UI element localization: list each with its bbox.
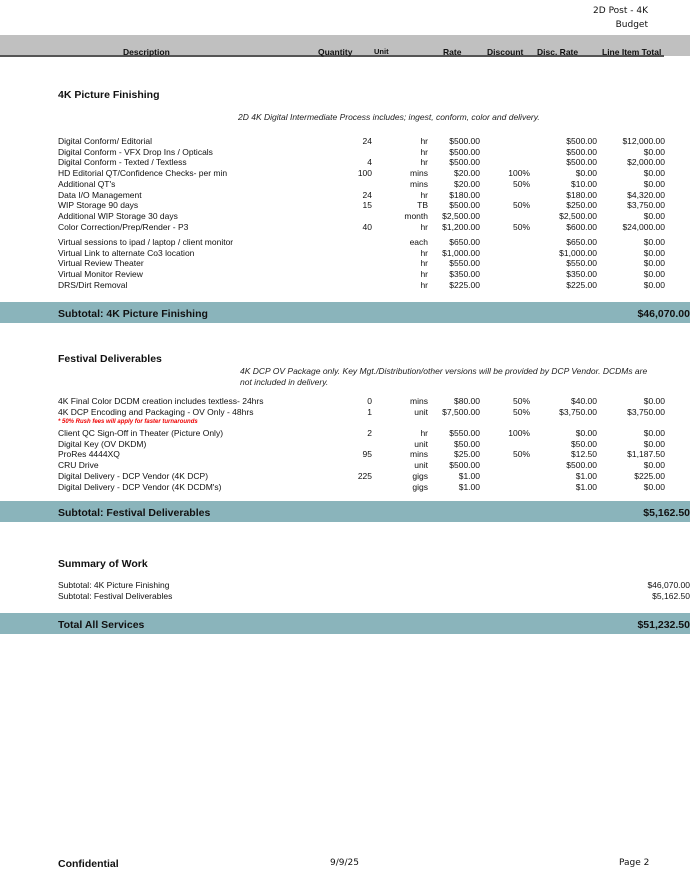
cell-line-total: $0.00 (643, 210, 665, 221)
cell-line-total: $0.00 (643, 269, 665, 280)
cell-disc-rate: $1.00 (575, 470, 597, 481)
cell-quantity: 4 (367, 157, 372, 168)
cell-line-total: $0.00 (643, 438, 665, 449)
subtotal-band (0, 501, 690, 522)
cell-line-total: $3,750.00 (627, 200, 665, 211)
section-title: Festival Deliverables (58, 353, 162, 365)
cell-description: Digital Delivery - DCP Vendor (4K DCP) (58, 470, 209, 481)
line-item-row (0, 248, 690, 259)
cell-disc-rate: $40.00 (571, 396, 597, 406)
cell-disc-rate: $10.00 (571, 178, 597, 189)
col-rate: Rate (443, 47, 462, 57)
cell-rate: $2,500.00 (442, 210, 480, 221)
cell-description: Digital Conform - VFX Drop Ins / Opticals (58, 146, 213, 157)
cell-unit: each (409, 237, 428, 247)
cell-disc-rate: $1.00 (575, 481, 597, 492)
cell-unit: mins (410, 178, 428, 189)
cell-quantity: 40 (362, 221, 372, 232)
cell-unit: hr (420, 258, 428, 269)
line-item-row (0, 439, 690, 450)
cell-quantity: 15 (362, 200, 372, 211)
cell-unit: mins (410, 449, 428, 460)
cell-discount: 50% (512, 396, 530, 406)
footer-confidential: Confidential (58, 858, 119, 870)
cell-line-total: $0.00 (643, 460, 665, 471)
cell-line-total: $3,750.00 (627, 406, 665, 417)
cell-line-total: $0.00 (643, 247, 665, 258)
subtotal-value: $5,162.50 (643, 507, 690, 519)
subtotal-label: Subtotal: Festival Deliverables (58, 507, 211, 519)
cell-rate: $500.00 (449, 157, 480, 168)
col-quantity: Quantity (318, 47, 353, 57)
cell-disc-rate: $500.00 (566, 146, 597, 157)
line-item-row (0, 460, 690, 471)
line-item-row (0, 168, 690, 179)
line-item-row (0, 237, 690, 248)
summary-label: Subtotal: 4K Picture Finishing (58, 580, 170, 590)
cell-disc-rate: $650.00 (566, 237, 597, 247)
cell-line-total: $225.00 (634, 470, 665, 481)
cell-line-total: $0.00 (643, 146, 665, 157)
total-value: $51,232.50 (637, 619, 690, 631)
cell-line-total: $0.00 (643, 168, 665, 179)
summary-value: $5,162.50 (652, 591, 690, 601)
cell-disc-rate: $500.00 (566, 460, 597, 471)
section-title: 4K Picture Finishing (58, 89, 160, 101)
cell-unit: mins (410, 168, 428, 179)
line-item-row (0, 428, 690, 439)
cell-rate: $180.00 (449, 189, 480, 200)
cell-line-total: $0.00 (643, 178, 665, 189)
doc-title-line: 2D Post - 4K (593, 6, 648, 16)
cell-discount: 100% (508, 428, 530, 438)
cell-rate: $500.00 (449, 200, 480, 211)
cell-rate: $225.00 (449, 279, 480, 290)
cell-description: Data I/O Management (58, 189, 142, 200)
footer-page: Page 2 (619, 858, 650, 868)
cell-line-total: $0.00 (643, 237, 665, 247)
cell-rate: $500.00 (449, 146, 480, 157)
cell-disc-rate: $500.00 (566, 157, 597, 168)
line-item-row (0, 190, 690, 201)
cell-rate: $20.00 (454, 168, 480, 179)
section-note: 2D 4K Digital Intermediate Process includes; ingest, conform, color and delivery. (238, 112, 540, 122)
cell-disc-rate: $600.00 (566, 221, 597, 232)
cell-unit: hr (420, 279, 428, 290)
cell-line-total: $0.00 (643, 279, 665, 290)
cell-description: Additional WIP Storage 30 days (58, 210, 178, 221)
cell-line-total: $0.00 (643, 396, 665, 406)
summary-label: Subtotal: Festival Deliverables (58, 591, 173, 601)
subtotal-value: $46,070.00 (637, 308, 690, 320)
line-item-row (0, 200, 690, 211)
cell-description: ProRes 4444XQ (58, 449, 120, 460)
cell-unit: hr (420, 221, 428, 232)
cell-disc-rate: $250.00 (566, 200, 597, 211)
cell-description: Virtual Link to alternate Co3 location (58, 247, 195, 258)
document-title (528, 4, 648, 32)
cell-unit: unit (414, 460, 428, 471)
cell-unit: month (404, 210, 428, 221)
summary-row (0, 591, 690, 602)
cell-quantity: 0 (367, 396, 372, 406)
doc-title-line: Budget (615, 20, 648, 30)
cell-rate: $1.00 (458, 481, 480, 492)
cell-line-total: $2,000.00 (627, 157, 665, 168)
cell-description: WIP Storage 90 days (58, 200, 139, 211)
cell-unit: hr (420, 136, 428, 146)
cell-unit: hr (420, 189, 428, 200)
cell-unit: unit (414, 438, 428, 449)
cell-description: Virtual Review Theater (58, 258, 144, 269)
cell-rate: $350.00 (449, 269, 480, 280)
line-item-row (0, 157, 690, 168)
cell-description: Additional QT's (58, 178, 116, 189)
cell-rate: $25.00 (454, 449, 480, 460)
cell-description: Digital Delivery - DCP Vendor (4K DCDM's) (58, 481, 222, 492)
cell-description: Digital Conform - Texted / Textless (58, 157, 187, 168)
line-item-row (0, 269, 690, 280)
cell-description: Color Correction/Prep/Render - P3 (58, 221, 189, 232)
col-description: Description (123, 47, 170, 57)
line-item-row (0, 471, 690, 482)
cell-quantity: 24 (362, 136, 372, 146)
cell-disc-rate: $2,500.00 (559, 210, 597, 221)
line-item-row (0, 482, 690, 493)
cell-disc-rate: $500.00 (566, 136, 597, 146)
cell-disc-rate: $0.00 (575, 168, 597, 179)
total-label: Total All Services (58, 619, 145, 631)
cell-unit: hr (420, 146, 428, 157)
cell-disc-rate: $50.00 (571, 438, 597, 449)
cell-description: CRU Drive (58, 460, 99, 471)
col-line-total: Line Item Total (602, 47, 662, 57)
cell-description: Client QC Sign-Off in Theater (Picture Only) (58, 428, 224, 438)
cell-quantity: 24 (362, 189, 372, 200)
col-unit: Unit (374, 47, 389, 56)
cell-description: 4K Final Color DCDM creation includes textless- 24hrs (58, 396, 264, 406)
cell-discount: 100% (508, 168, 530, 179)
total-band (0, 613, 690, 634)
cell-line-total: $1,187.50 (627, 449, 665, 460)
cell-rate: $1.00 (458, 470, 480, 481)
subtotal-label: Subtotal: 4K Picture Finishing (58, 308, 208, 320)
cell-description: Virtual Monitor Review (58, 269, 143, 280)
cell-line-total: $0.00 (643, 258, 665, 269)
cell-unit: TB (417, 200, 428, 211)
cell-description: Virtual sessions to ipad / laptop / client monitor (58, 237, 234, 247)
line-item-row (0, 147, 690, 158)
col-disc-rate: Disc. Rate (537, 47, 579, 57)
summary-value: $46,070.00 (647, 580, 690, 590)
cell-disc-rate: $550.00 (566, 258, 597, 269)
cell-line-total: $24,000.00 (622, 221, 665, 232)
cell-unit: gigs (412, 481, 428, 492)
cell-rate: $50.00 (454, 438, 480, 449)
cell-unit: hr (420, 269, 428, 280)
cell-rate: $7,500.00 (442, 406, 480, 417)
cell-line-total: $4,320.00 (627, 189, 665, 200)
cell-line-total: $0.00 (643, 481, 665, 492)
line-item-row (0, 179, 690, 190)
col-discount: Discount (487, 47, 524, 57)
cell-discount: 50% (512, 449, 530, 460)
rush-fee-note: * 50% Rush fees will apply for faster turnarounds (58, 419, 198, 425)
cell-description: HD Editorial QT/Confidence Checks- per min (58, 168, 228, 179)
line-item-row (0, 211, 690, 222)
cell-quantity: 95 (362, 449, 372, 460)
cell-rate: $80.00 (454, 396, 480, 406)
footer-date: 9/9/25 (330, 858, 359, 868)
section-note: 4K DCP OV Package only. Key Mgt./Distribution/other versions will be provided by DCP Vendor. DCDMs are not included in delivery. (240, 366, 648, 387)
cell-discount: 50% (512, 178, 530, 189)
cell-disc-rate: $350.00 (566, 269, 597, 280)
cell-discount: 50% (512, 406, 530, 417)
cell-quantity: 1 (367, 406, 372, 417)
line-item-row (0, 396, 690, 407)
line-item-row (0, 258, 690, 269)
line-item-row (0, 449, 690, 460)
summary-row (0, 580, 690, 591)
cell-disc-rate: $180.00 (566, 189, 597, 200)
cell-discount: 50% (512, 200, 530, 211)
cell-disc-rate: $1,000.00 (559, 247, 597, 258)
cell-line-total: $0.00 (643, 428, 665, 438)
cell-rate: $650.00 (449, 237, 480, 247)
line-item-row (0, 136, 690, 147)
cell-rate: $500.00 (449, 136, 480, 146)
cell-disc-rate: $12.50 (571, 449, 597, 460)
cell-unit: gigs (412, 470, 428, 481)
cell-quantity: 225 (357, 470, 372, 481)
cell-description: Digital Conform/ Editorial (58, 136, 153, 146)
line-item-row (0, 280, 690, 291)
cell-rate: $550.00 (449, 428, 480, 438)
line-item-row (0, 407, 690, 418)
cell-quantity: 100 (357, 168, 372, 179)
cell-unit: hr (420, 428, 428, 438)
subtotal-band (0, 302, 690, 323)
summary-title: Summary of Work (58, 558, 148, 570)
cell-description: 4K DCP Encoding and Packaging - OV Only - 48hrs (58, 406, 254, 417)
line-item-row (0, 222, 690, 233)
cell-unit: hr (420, 157, 428, 168)
cell-disc-rate: $3,750.00 (559, 406, 597, 417)
cell-disc-rate: $0.00 (575, 428, 597, 438)
cell-rate: $1,000.00 (442, 247, 480, 258)
cell-line-total: $12,000.00 (622, 136, 665, 146)
cell-discount: 50% (512, 221, 530, 232)
cell-quantity: 2 (367, 428, 372, 438)
cell-unit: mins (410, 396, 428, 406)
cell-rate: $1,200.00 (442, 221, 480, 232)
cell-rate: $20.00 (454, 178, 480, 189)
cell-rate: $500.00 (449, 460, 480, 471)
cell-unit: hr (420, 247, 428, 258)
cell-description: Digital Key (OV DKDM) (58, 438, 147, 449)
cell-rate: $550.00 (449, 258, 480, 269)
cell-description: DRS/Dirt Removal (58, 279, 128, 290)
cell-disc-rate: $225.00 (566, 279, 597, 290)
cell-unit: unit (414, 406, 428, 417)
